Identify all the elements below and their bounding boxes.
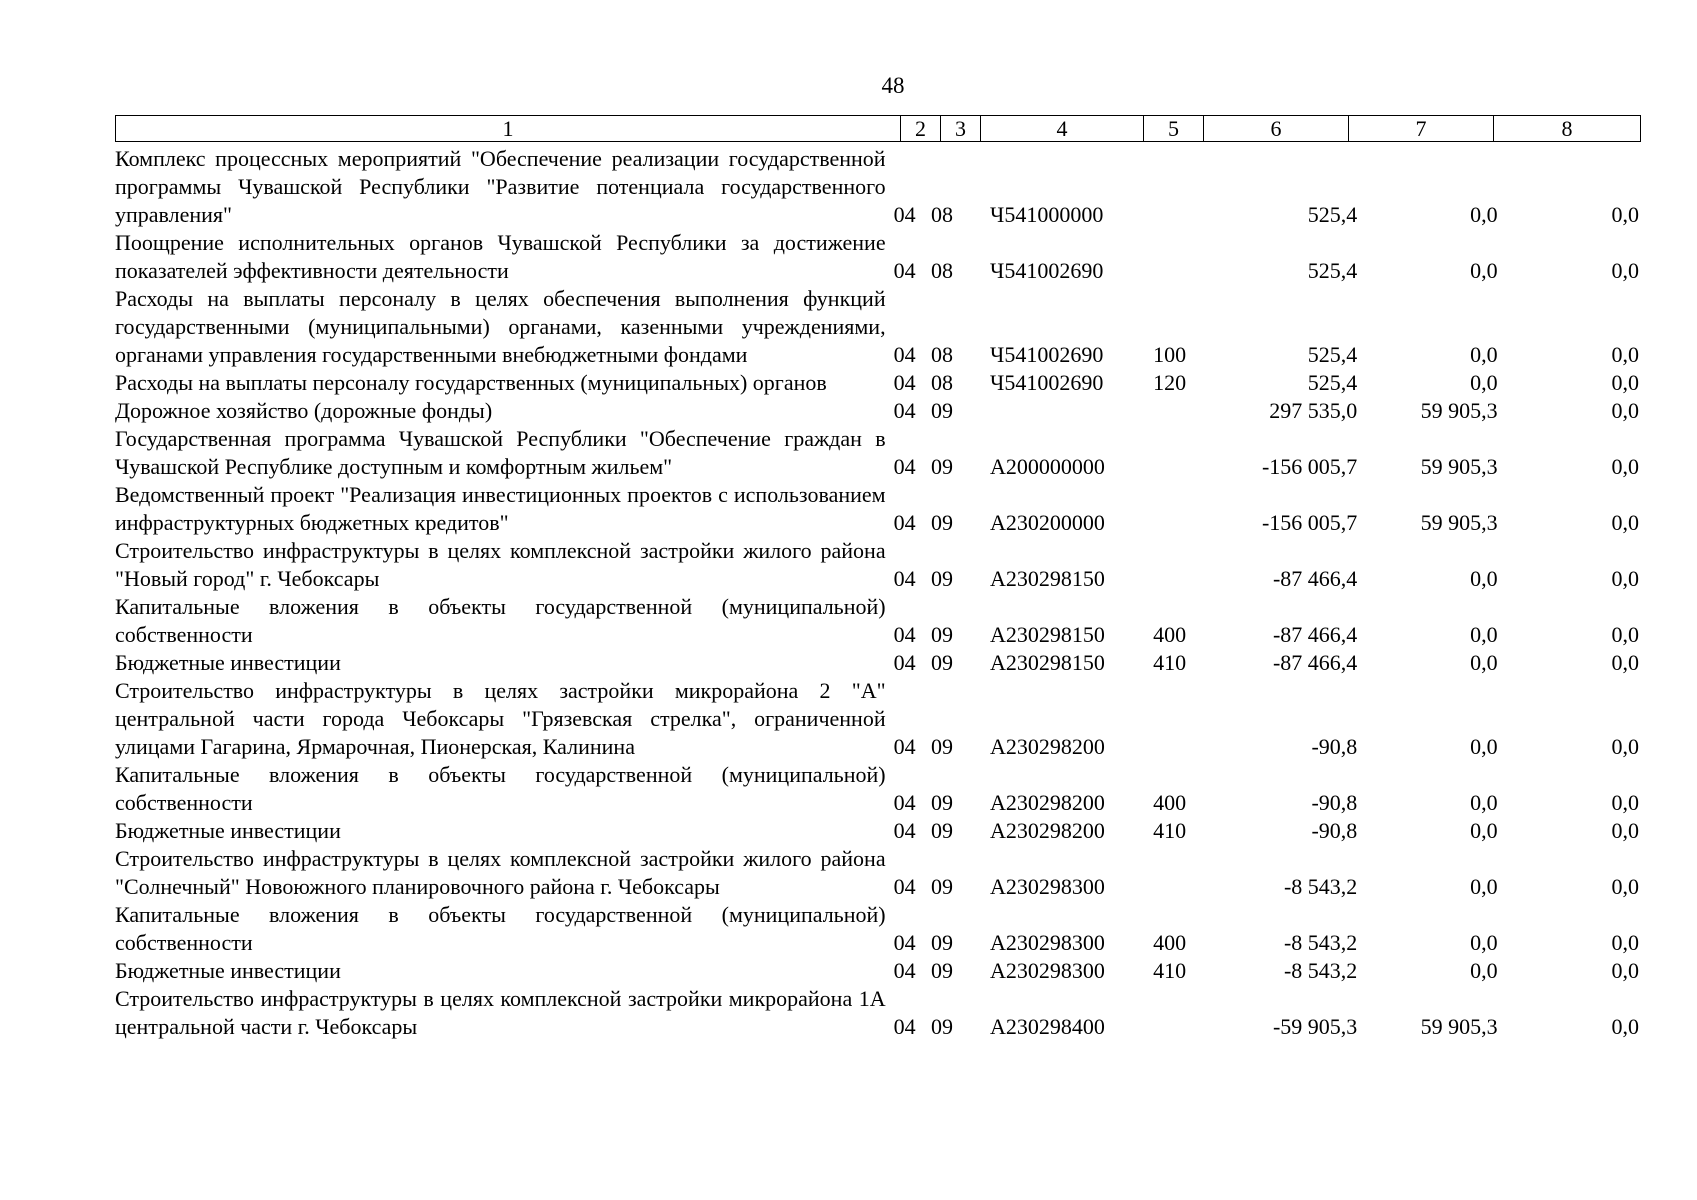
- row-value-col6: 525,4: [1307, 370, 1358, 395]
- row-name: Ведомственный проект "Реализация инвестиционных проектов с использованием инфраструктурных бюджетных кредитов": [115, 482, 886, 535]
- table-row: [115, 901, 1639, 957]
- row-value-col8: 0,0: [1611, 370, 1639, 395]
- row-section: 04: [893, 454, 916, 479]
- row-expense-type: 400: [1153, 790, 1187, 815]
- row-subsection: 09: [930, 958, 953, 983]
- row-name: Бюджетные инвестиции: [115, 958, 341, 983]
- row-section: 04: [893, 258, 916, 283]
- row-value-col6: -87 466,4: [1272, 566, 1358, 591]
- row-name: Расходы на выплаты персоналу государственных (муниципальных) органов: [115, 370, 827, 395]
- row-target-article: А230298300: [990, 958, 1105, 983]
- row-value-col8: 0,0: [1611, 1014, 1639, 1039]
- row-value-col6: 525,4: [1307, 258, 1358, 283]
- table-row: [115, 537, 1639, 593]
- row-value-col8: 0,0: [1611, 510, 1639, 535]
- row-value-col8: 0,0: [1611, 258, 1639, 283]
- row-name: Государственная программа Чувашской Республики "Обеспечение граждан в Чувашской Республике доступным и комфортным жильем": [115, 426, 886, 479]
- row-value-col8: 0,0: [1611, 930, 1639, 955]
- header-col-6: 6: [1204, 116, 1349, 141]
- table-row: [115, 425, 1639, 481]
- row-subsection: 09: [930, 650, 953, 675]
- row-target-article: Ч541002690: [990, 258, 1104, 283]
- header-col-8: 8: [1561, 116, 1573, 141]
- row-subsection: 09: [930, 930, 953, 955]
- row-value-col6: -87 466,4: [1272, 622, 1358, 647]
- row-target-article: А230298200: [990, 818, 1105, 843]
- row-name: Капитальные вложения в объекты государственной (муниципальной) собственности: [115, 594, 886, 647]
- header-col-1: 1: [116, 116, 901, 141]
- row-value-col8: 0,0: [1611, 958, 1639, 983]
- row-expense-type: 400: [1153, 930, 1187, 955]
- row-value-col8: 0,0: [1611, 650, 1639, 675]
- row-subsection: 09: [930, 734, 953, 759]
- row-expense-type: 410: [1153, 958, 1187, 983]
- row-name: Бюджетные инвестиции: [115, 818, 341, 843]
- row-value-col7: 0,0: [1470, 790, 1498, 815]
- row-section: 04: [893, 874, 916, 899]
- table-header: [115, 115, 1641, 142]
- header-col-5: 5: [1144, 116, 1204, 141]
- row-value-col7: 0,0: [1470, 342, 1498, 367]
- row-section: 04: [893, 566, 916, 591]
- row-subsection: 09: [930, 454, 953, 479]
- row-subsection: 09: [930, 510, 953, 535]
- row-value-col8: 0,0: [1611, 790, 1639, 815]
- table-row: [115, 677, 1639, 761]
- row-value-col7: 0,0: [1470, 202, 1498, 227]
- row-subsection: 09: [930, 398, 953, 423]
- row-section: 04: [893, 790, 916, 815]
- row-value-col6: -156 005,7: [1261, 454, 1358, 479]
- row-subsection: 09: [930, 874, 953, 899]
- row-section: 04: [893, 342, 916, 367]
- row-name: Комплекс процессных мероприятий "Обеспечение реализации государственной программы Чувашской Республики "Развитие потенциала государственного управления": [115, 146, 886, 227]
- row-expense-type: 400: [1153, 622, 1187, 647]
- row-target-article: А230298200: [990, 734, 1105, 759]
- row-value-col6: 297 535,0: [1269, 398, 1358, 423]
- row-value-col8: 0,0: [1611, 342, 1639, 367]
- row-value-col7: 0,0: [1470, 566, 1498, 591]
- row-subsection: 09: [930, 622, 953, 647]
- row-value-col6: -90,8: [1311, 734, 1358, 759]
- row-section: 04: [893, 202, 916, 227]
- header-col-3: 3: [941, 116, 981, 141]
- row-value-col8: 0,0: [1611, 874, 1639, 899]
- row-name: Бюджетные инвестиции: [115, 650, 341, 675]
- row-value-col8: 0,0: [1611, 202, 1639, 227]
- row-section: 04: [893, 818, 916, 843]
- row-subsection: 09: [930, 566, 953, 591]
- row-value-col7: 59 905,3: [1420, 454, 1498, 479]
- row-value-col6: -8 543,2: [1283, 930, 1358, 955]
- table-body: [115, 145, 1639, 1041]
- table-row: [115, 285, 1639, 369]
- row-target-article: А230298150: [990, 650, 1105, 675]
- header-col-4: 4: [981, 116, 1144, 141]
- row-value-col6: 525,4: [1307, 202, 1358, 227]
- row-value-col6: -8 543,2: [1283, 874, 1358, 899]
- row-target-article: А230298150: [990, 622, 1105, 647]
- table-row: [115, 649, 1639, 677]
- row-value-col6: -87 466,4: [1272, 650, 1358, 675]
- row-section: 04: [893, 650, 916, 675]
- row-target-article: А230298150: [990, 566, 1105, 591]
- header-col-7: 7: [1349, 116, 1494, 141]
- row-expense-type: 100: [1153, 342, 1187, 367]
- table-row: [115, 845, 1639, 901]
- row-subsection: 08: [930, 258, 953, 283]
- row-subsection: 09: [930, 818, 953, 843]
- table-row: [115, 481, 1639, 537]
- table-row: [115, 145, 1639, 229]
- row-section: 04: [893, 734, 916, 759]
- table-row: [115, 817, 1639, 845]
- header-col-2: 2: [901, 116, 941, 141]
- row-value-col7: 0,0: [1470, 930, 1498, 955]
- row-value-col6: -156 005,7: [1261, 510, 1358, 535]
- table-row: [115, 985, 1639, 1041]
- row-name: Дорожное хозяйство (дорожные фонды): [115, 398, 493, 423]
- table-row: [115, 369, 1639, 397]
- row-value-col7: 59 905,3: [1420, 398, 1498, 423]
- row-value-col6: -8 543,2: [1283, 958, 1358, 983]
- row-section: 04: [893, 370, 916, 395]
- row-value-col6: -90,8: [1311, 790, 1358, 815]
- row-value-col7: 0,0: [1470, 370, 1498, 395]
- row-expense-type: 410: [1153, 650, 1187, 675]
- row-section: 04: [893, 1014, 916, 1039]
- row-name: Строительство инфраструктуры в целях комплексной застройки микрорайона 1А центральной части г. Чебоксары: [115, 986, 886, 1039]
- row-value-col6: -59 905,3: [1272, 1014, 1358, 1039]
- row-subsection: 08: [930, 370, 953, 395]
- row-value-col7: 59 905,3: [1420, 510, 1498, 535]
- row-subsection: 09: [930, 790, 953, 815]
- row-name: Строительство инфраструктуры в целях комплексной застройки жилого района "Солнечный" Новоюжного планировочного района г. Чебоксары: [115, 846, 886, 899]
- row-target-article: А230298300: [990, 930, 1105, 955]
- row-expense-type: 410: [1153, 818, 1187, 843]
- row-section: 04: [893, 958, 916, 983]
- row-value-col7: 0,0: [1470, 958, 1498, 983]
- table-row: [115, 957, 1639, 985]
- page-number: 48: [881, 73, 905, 98]
- row-name: Строительство инфраструктуры в целях застройки микрорайона 2 "А" центральной части города Чебоксары "Грязевская стрелка", ограниченной улицами Гагарина, Ярмарочная, Пионерская, Калинина: [115, 678, 886, 759]
- row-target-article: А230298400: [990, 1014, 1105, 1039]
- row-section: 04: [893, 930, 916, 955]
- table-row: [115, 593, 1639, 649]
- row-value-col7: 0,0: [1470, 818, 1498, 843]
- row-subsection: 09: [930, 1014, 953, 1039]
- row-name: Строительство инфраструктуры в целях комплексной застройки жилого района "Новый город" г. Чебоксары: [115, 538, 886, 591]
- row-value-col8: 0,0: [1611, 622, 1639, 647]
- row-value-col7: 0,0: [1470, 734, 1498, 759]
- row-name: Капитальные вложения в объекты государственной (муниципальной) собственности: [115, 762, 886, 815]
- row-name: Поощрение исполнительных органов Чувашской Республики за достижение показателей эффективности деятельности: [115, 230, 886, 283]
- row-target-article: А230200000: [990, 510, 1105, 535]
- row-value-col7: 59 905,3: [1420, 1014, 1498, 1039]
- row-target-article: Ч541002690: [990, 342, 1104, 367]
- row-name: Капитальные вложения в объекты государственной (муниципальной) собственности: [115, 902, 886, 955]
- row-section: 04: [893, 398, 916, 423]
- row-value-col7: 0,0: [1470, 650, 1498, 675]
- table-row: [115, 761, 1639, 817]
- row-target-article: А230298300: [990, 874, 1105, 899]
- row-section: 04: [893, 510, 916, 535]
- row-target-article: Ч541000000: [990, 202, 1104, 227]
- row-name: Расходы на выплаты персоналу в целях обеспечения выполнения функций государственными (муниципальными) органами, казенными учреждениями, органами управления государственными внебюджетными фондами: [115, 286, 886, 367]
- row-subsection: 08: [930, 202, 953, 227]
- row-target-article: Ч541002690: [990, 370, 1104, 395]
- row-target-article: А230298200: [990, 790, 1105, 815]
- row-section: 04: [893, 622, 916, 647]
- row-value-col7: 0,0: [1470, 874, 1498, 899]
- row-target-article: А200000000: [990, 454, 1105, 479]
- row-value-col8: 0,0: [1611, 454, 1639, 479]
- row-value-col8: 0,0: [1611, 398, 1639, 423]
- row-value-col7: 0,0: [1470, 622, 1498, 647]
- row-value-col6: 525,4: [1307, 342, 1358, 367]
- row-value-col8: 0,0: [1611, 734, 1639, 759]
- row-value-col8: 0,0: [1611, 566, 1639, 591]
- row-value-col6: -90,8: [1311, 818, 1358, 843]
- row-value-col8: 0,0: [1611, 818, 1639, 843]
- row-subsection: 08: [930, 342, 953, 367]
- row-expense-type: 120: [1153, 370, 1187, 395]
- table-row: [115, 397, 1639, 425]
- row-value-col7: 0,0: [1470, 258, 1498, 283]
- table-row: [115, 229, 1639, 285]
